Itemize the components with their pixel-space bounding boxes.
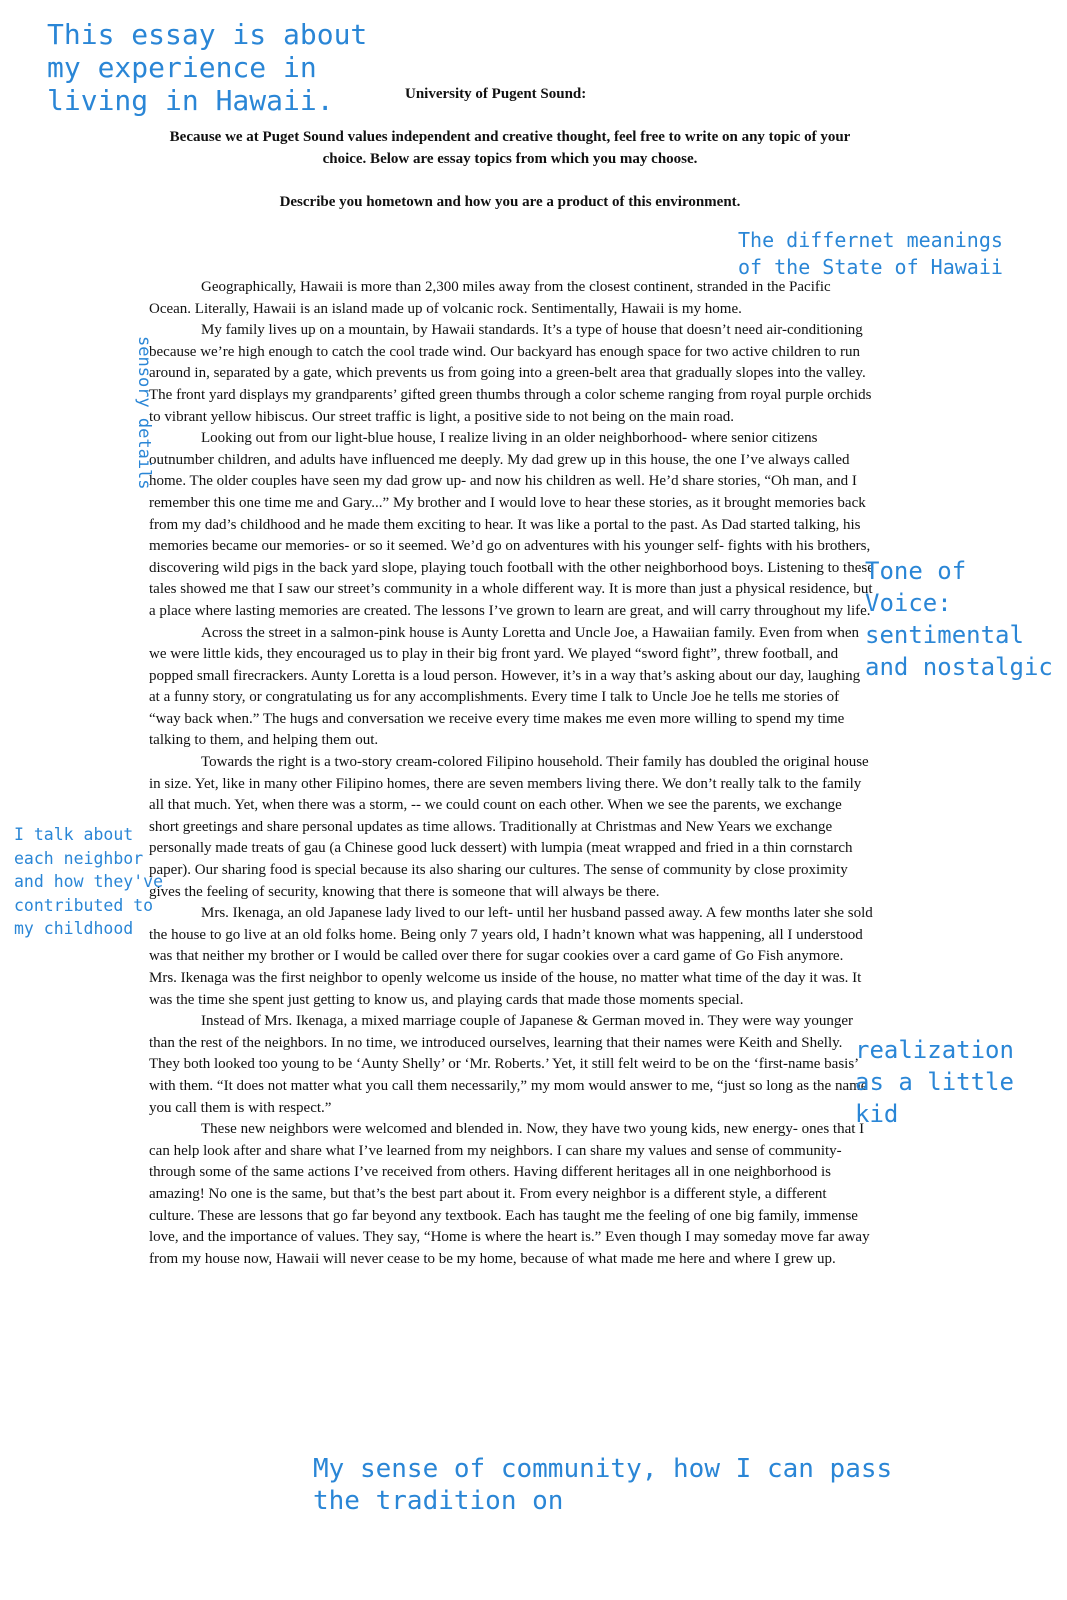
annotation-community: My sense of community, how I can pass the tradition on [313, 1454, 893, 1516]
paragraph-new-couple: Instead of Mrs. Ikenaga, a mixed marriage couple of Japanese & German moved in. They were way younger than the rest of the neighbors. In no time, we introduced ourselves, learning that their names were Keith and Shelly. They both looked too young to be ‘Aunty Shelly’ or ‘Mr. Roberts.’ Yet, it still felt weird to be on the ‘first-name basis’ with them. “It does not matter what you call them necessarily,” my mom would answer to me, “just so long as the name you call them is with respect.” [149, 1013, 868, 1116]
annotation-neighbors: I talk about each neighbor and how they've contributed to my childhood [14, 825, 164, 938]
paragraph-conclusion: These new neighbors were welcomed and blended in. Now, they have two young kids, new energy- ones that I can help look after and share what I’ve learned from my neighbors. I can share my values and sense of community- through some of the same actions I’ve received from others. Having different heritages all in one neighborhood is amazing! No one is the same, but that’s the best part about it. From every neighbor is a different style, a different culture. These are lessons that go far beyond any textbook. Each has taught me the feeling of one big family, immense love, and the importance of values. They say, “Home is where the heart is.” Even though I may someday move far away from my house now, Hawaii will never cease to be my home, because of what made me here and where I grew up. [149, 1121, 870, 1267]
paragraph-house: My family lives up on a mountain, by Hawaii standards. It’s a type of house that doesn’t need air-conditioning because we’re high enough to catch the cool trade wind. Our backyard has enough space for two active children to run around in, separated by a gate, which prevents us from going into a green-belt area that gradually slopes into the valley. The front yard displays my grandparents’ gifted green thumbs through a color scheme ranging from royal purple orchids to vibrant yellow hibiscus. Our street traffic is light, a positive side to not being on the main road. [149, 322, 872, 425]
paragraph-filipino-neighbors: Towards the right is a two-story cream-colored Filipino household. Their family has doubled the original house in size. Yet, like in many other Filipino homes, there are seven members living there. We don’t really talk to the family all that much. Yet, when there was a storm, -- we could count on each other. When we see the parents, we exchange short greetings and share personal updates as time allows. Traditionally at Christmas and New Years we exchange personally made treats of gau (a Chinese good luck dessert) with lumpia (meat wrapped and fried in a thin cornstarch paper). Our sharing food is special because its also sharing our cultures. The sense of community by close proximity gives the feeling of security, knowing that there is someone that will always be there. [149, 754, 869, 900]
annotation-meanings: The differnet meanings of the State of Hawaii [738, 228, 1003, 279]
paragraph-geography: Geographically, Hawaii is more than 2,300 miles away from the closest continent, stranded in the Pacific Ocean. Literally, Hawaii is an island made up of volcanic rock. Sentimentally, Hawaii is my home. [149, 279, 831, 317]
annotation-realization: realization as a little kid [855, 1036, 1014, 1128]
paragraph-mrs-ikenaga: Mrs. Ikenaga, an old Japanese lady lived to our left- until her husband passed away. A few months later she sold the house to go live at an old folks home. Being only 7 years old, I hadn’t known what was happening, all I understood was that neither my brother or I would be called over there for sugar cookies over a card game of Go Fish anymore. Mrs. Ikenaga was the first neighbor to openly welcome us inside of the house, no matter what time of the day it was. It was the time she spent just getting to know us, and playing cards that made those moments special. [149, 905, 873, 1008]
paragraph-neighborhood: Looking out from our light-blue house, I realize living in an older neighborhood- where senior citizens outnumber children, and adults have influenced me deeply. My dad grew up in this house, the one I’ve always called home. The older couples have seen my dad grow up- and now his children as well. He’d share stories, “Oh man, and I remember this one time me and Gary...” My brother and I would love to hear these stories, as it brought memories back from my dad’s childhood and he made them exciting to hear. It was like a portal to the past. As Dad started talking, his memories became our memories- or so it seemed. We’d go on adventures with his younger self- fights with his brothers, discovering wild pigs in the back yard slope, playing touch football with the other neighborhood boys. Listening to these tales showed me that I saw our street’s community in a whole different way. It is more than just a physical residence, but a place where lasting memories are created. The lessons I’ve grown to learn are great, and will carry throughout my life. [149, 430, 874, 619]
paragraph-hawaiian-neighbors: Across the street in a salmon-pink house is Aunty Loretta and Uncle Joe, a Hawaiian family. Even from when we were little kids, they encouraged us to play in their big front yard. We played “sword fight”, threw football, and popped small firecrackers. Aunty Loretta is a loud person. However, it’s in a way that’s asking about our day, laughing at a funny story, or congratulating us for any accomplishments. Every time I talk to Uncle Joe he tells me stories of “way back when.” The hugs and conversation we receive every time makes me even more willing to spend my time talking to them, and helping them out. [149, 624, 861, 749]
document-title: University of Pugent Sound: [405, 86, 587, 102]
essay-body [149, 277, 874, 1270]
annotation-tone-of-voice: Tone of Voice: sentimental and nostalgic [865, 557, 1053, 681]
essay-instructions: Because we at Puget Sound values independent and creative thought, feel free to write on any topic of your choice. Below are essay topics from which you may choose. [169, 129, 851, 167]
essay-prompt: Describe you hometown and how you are a product of this environment. [279, 194, 741, 210]
annotation-sensory-details: sensory details [134, 336, 154, 490]
annotation-essay-topic: This essay is about my experience in living in Hawaii. [47, 18, 368, 117]
